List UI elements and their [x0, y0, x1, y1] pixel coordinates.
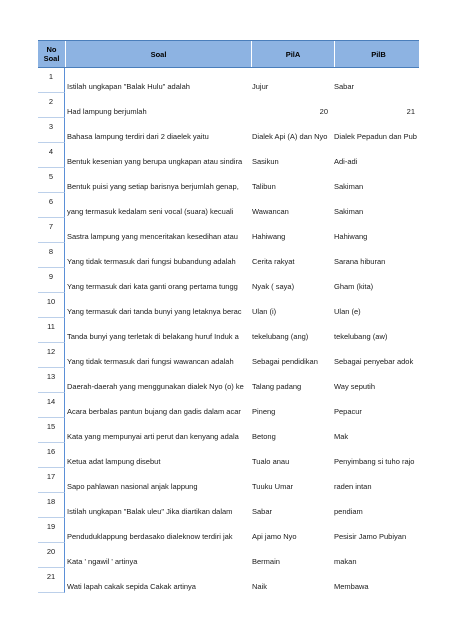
- table-row: [38, 243, 419, 268]
- pilb-cell[interactable]: Way seputih: [334, 382, 375, 391]
- table-row: [38, 193, 419, 218]
- row-number-cell[interactable]: 9: [38, 268, 65, 293]
- header-soal[interactable]: Soal: [66, 41, 252, 67]
- table-body: [38, 68, 419, 593]
- soal-cell[interactable]: Ketua adat lampung disebut: [67, 457, 161, 466]
- table-row: [38, 93, 419, 118]
- table-header: [38, 40, 419, 68]
- row-number-cell[interactable]: 20: [38, 543, 65, 568]
- table-row: [38, 368, 419, 393]
- row-number-cell[interactable]: 19: [38, 518, 65, 543]
- soal-cell[interactable]: Tanda bunyi yang terletak di belakang huruf Induk a: [67, 332, 239, 341]
- pila-cell[interactable]: Sebagai pendidikan: [252, 357, 318, 366]
- pila-cell[interactable]: Sabar: [252, 507, 273, 516]
- pilb-cell[interactable]: Hahiwang: [334, 232, 368, 241]
- row-number-cell[interactable]: 12: [38, 343, 65, 368]
- soal-cell[interactable]: Yang termasuk dari kata ganti orang pertama tungg: [67, 282, 238, 291]
- pilb-cell[interactable]: pendiam: [334, 507, 363, 516]
- table-row: [38, 168, 419, 193]
- soal-cell[interactable]: Acara berbalas pantun bujang dan gadis dalam acar: [67, 407, 241, 416]
- table-row: [38, 518, 419, 543]
- pila-cell[interactable]: Nyak ( saya): [252, 282, 295, 291]
- pilb-cell[interactable]: Pepacur: [334, 407, 362, 416]
- soal-cell[interactable]: Kata ' ngawil ' artinya: [67, 557, 138, 566]
- soal-cell[interactable]: Sastra lampung yang menceritakan kesedihan atau: [67, 232, 238, 241]
- soal-cell[interactable]: Istilah ungkapan "Balak uleu" Jika diartikan dalam: [67, 507, 233, 516]
- pilb-cell[interactable]: Sakiman: [334, 182, 364, 191]
- pilb-cell[interactable]: Sabar: [334, 82, 355, 91]
- pila-cell[interactable]: Dialek Api (A) dan Nyo: [252, 132, 328, 141]
- table-row: [38, 493, 419, 518]
- pilb-cell[interactable]: raden intan: [334, 482, 372, 491]
- soal-cell[interactable]: Yang tidak termasuk dari fungsi wawancan adalah: [67, 357, 234, 366]
- table-row: [38, 293, 419, 318]
- pila-cell[interactable]: Jujur: [252, 82, 269, 91]
- table-row: [38, 318, 419, 343]
- row-number-cell[interactable]: 2: [38, 93, 65, 118]
- pila-cell[interactable]: Pineng: [252, 407, 276, 416]
- pilb-cell[interactable]: Mak: [334, 432, 349, 441]
- table-row: [38, 218, 419, 243]
- pila-cell[interactable]: tekelubang (ang): [252, 332, 309, 341]
- pilb-cell[interactable]: Ulan (e): [334, 307, 361, 316]
- table-row: [38, 418, 419, 443]
- row-number-cell[interactable]: 18: [38, 493, 65, 518]
- soal-cell[interactable]: Sapo pahlawan nasional anjak lappung: [67, 482, 198, 491]
- pila-cell[interactable]: Talang padang: [252, 382, 302, 391]
- soal-cell[interactable]: Bahasa lampung terdiri dari 2 diaelek yaitu: [67, 132, 209, 141]
- spreadsheet-table: [38, 40, 419, 593]
- pila-cell[interactable]: Sasikun: [252, 157, 279, 166]
- table-row: [38, 468, 419, 493]
- soal-cell[interactable]: Kata yang mempunyai arti perut dan kenyang adala: [67, 432, 239, 441]
- pila-cell[interactable]: 20: [319, 107, 328, 116]
- row-number-cell[interactable]: 6: [38, 193, 65, 218]
- pilb-cell[interactable]: Sebagai penyebar adok: [334, 357, 414, 366]
- pila-cell[interactable]: Betong: [252, 432, 276, 441]
- pilb-cell[interactable]: Gham (kita): [334, 282, 374, 291]
- table-row: [38, 343, 419, 368]
- pila-cell[interactable]: Bermain: [252, 557, 280, 566]
- soal-cell[interactable]: Yang tidak termasuk dari fungsi bubandung adalah: [67, 257, 236, 266]
- soal-cell[interactable]: Wati lapah cakak sepida Cakak artinya: [67, 582, 196, 591]
- pilb-cell[interactable]: Membawa: [334, 582, 369, 591]
- header-pilb[interactable]: PilB: [335, 41, 423, 67]
- row-number-cell[interactable]: 17: [38, 468, 65, 493]
- row-number-cell[interactable]: 21: [38, 568, 65, 593]
- row-number-cell[interactable]: 3: [38, 118, 65, 143]
- table-row: [38, 118, 419, 143]
- pila-cell[interactable]: Cerita rakyat: [252, 257, 295, 266]
- row-number-cell[interactable]: 13: [38, 368, 65, 393]
- pila-cell[interactable]: Wawancan: [252, 207, 289, 216]
- row-number-cell[interactable]: 5: [38, 168, 65, 193]
- row-number-cell[interactable]: 11: [38, 318, 65, 343]
- table-row: [38, 568, 419, 593]
- pila-cell[interactable]: Naik: [252, 582, 268, 591]
- pila-cell[interactable]: Tualo anau: [252, 457, 290, 466]
- row-number-cell[interactable]: 10: [38, 293, 65, 318]
- soal-cell[interactable]: Bentuk kesenian yang berupa ungkapan atau sindira: [67, 157, 243, 166]
- pilb-cell[interactable]: Dialek Pepadun dan Pub: [334, 132, 417, 141]
- pila-cell[interactable]: Hahiwang: [252, 232, 286, 241]
- pila-cell[interactable]: Talibun: [252, 182, 276, 191]
- table-row: [38, 143, 419, 168]
- pilb-cell[interactable]: Adi-adi: [334, 157, 358, 166]
- table-row: [38, 543, 419, 568]
- table-row: [38, 393, 419, 418]
- pilb-cell[interactable]: Penyimbang si tuho rajo: [334, 457, 415, 466]
- table-row: [38, 68, 419, 93]
- row-number-cell[interactable]: 15: [38, 418, 65, 443]
- pilb-cell[interactable]: Pesisir Jamo Pubiyan: [334, 532, 407, 541]
- row-number-cell[interactable]: 1: [38, 68, 65, 93]
- header-pila[interactable]: PilA: [252, 41, 335, 67]
- pilb-cell[interactable]: Sakiman: [334, 207, 364, 216]
- soal-cell[interactable]: Bentuk puisi yang setiap barisnya berjumlah genap,: [67, 182, 239, 191]
- table-row: [38, 443, 419, 468]
- pila-cell[interactable]: Api jamo Nyo: [252, 532, 297, 541]
- pilb-cell[interactable]: tekelubang (aw): [334, 332, 388, 341]
- soal-cell[interactable]: yang termasuk kedalam seni vocal (suara) kecuali: [67, 207, 234, 216]
- soal-cell[interactable]: Yang termasuk dari tanda bunyi yang letaknya berac: [67, 307, 242, 316]
- pila-cell[interactable]: Tuuku Umar: [252, 482, 293, 491]
- pila-cell[interactable]: Ulan (i): [252, 307, 277, 316]
- pilb-cell[interactable]: 21: [406, 107, 415, 116]
- row-number-cell[interactable]: 14: [38, 393, 65, 418]
- soal-cell[interactable]: Penduduklappung berdasako dialeknow terdiri jak: [67, 532, 233, 541]
- soal-cell[interactable]: Daerah-daerah yang menggunakan dialek Nyo (o) ke: [67, 382, 244, 391]
- row-number-cell[interactable]: 7: [38, 218, 65, 243]
- row-number-cell[interactable]: 4: [38, 143, 65, 168]
- pilb-cell[interactable]: makan: [334, 557, 357, 566]
- soal-cell[interactable]: Istilah ungkapan "Balak Hulu" adalah: [67, 82, 190, 91]
- table-row: [38, 268, 419, 293]
- row-number-cell[interactable]: 8: [38, 243, 65, 268]
- header-no[interactable]: No Soal: [38, 41, 66, 67]
- soal-cell[interactable]: Had lampung berjumlah: [67, 107, 147, 116]
- row-number-cell[interactable]: 16: [38, 443, 65, 468]
- pilb-cell[interactable]: Sarana hiburan: [334, 257, 386, 266]
